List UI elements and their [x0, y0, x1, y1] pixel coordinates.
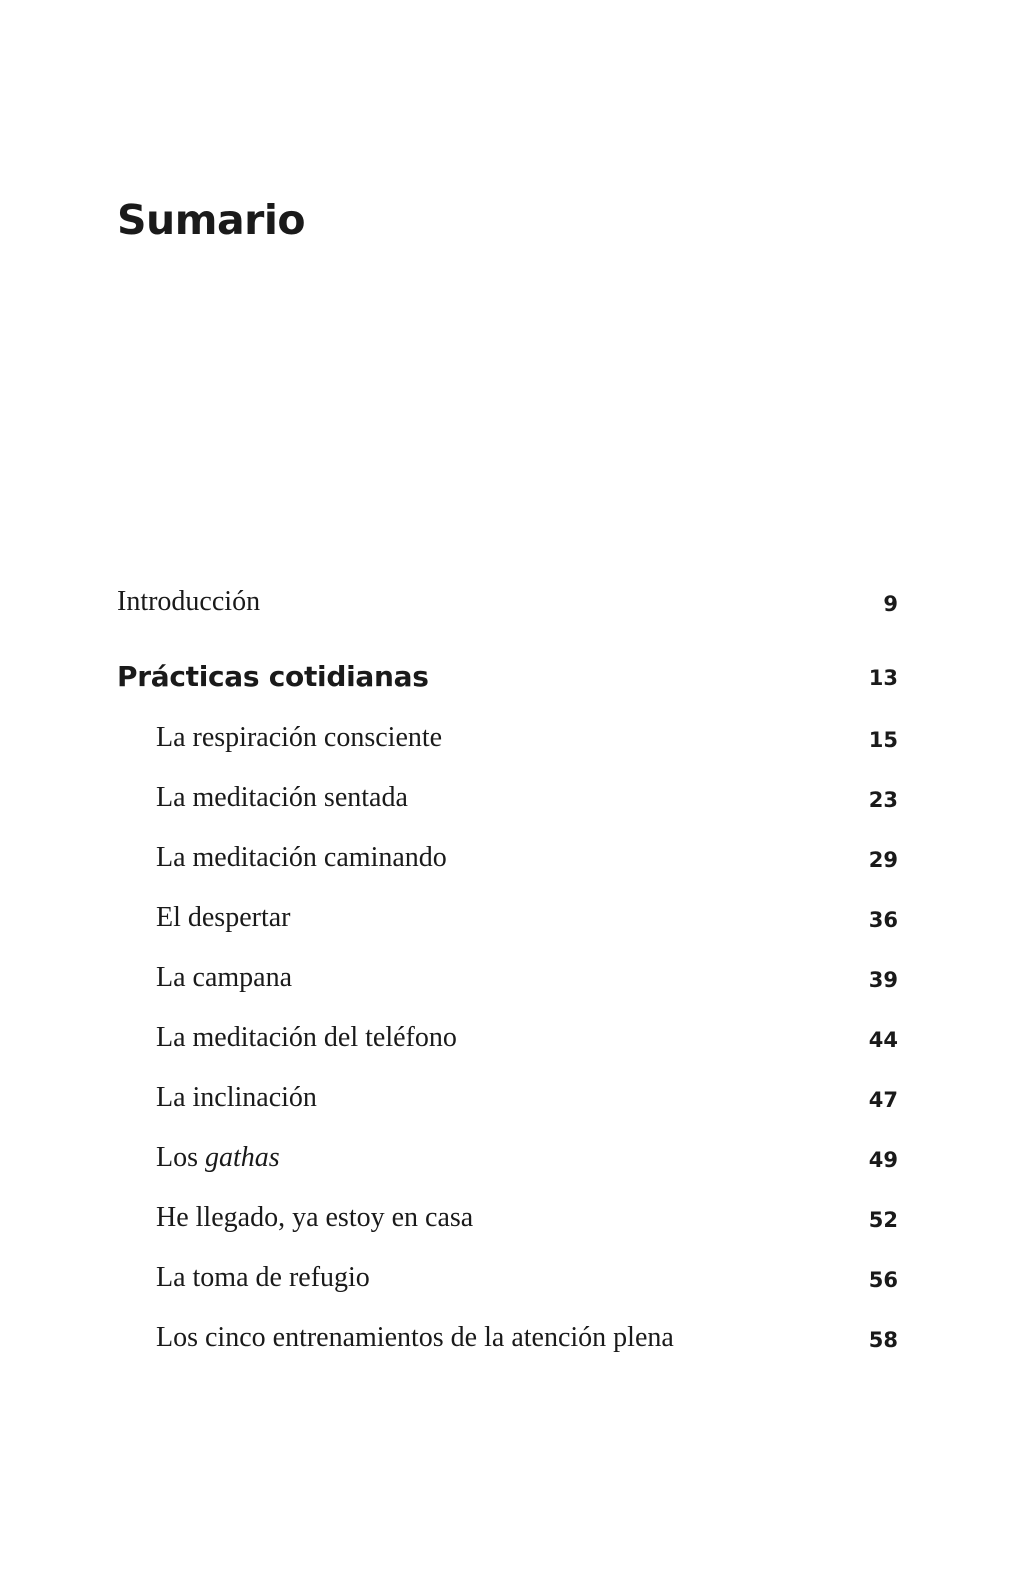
- toc-entry-label: La respiración consciente: [156, 722, 443, 753]
- toc-entry-page: 36: [868, 908, 898, 932]
- toc-entry-label: Introducción: [117, 586, 261, 617]
- toc-section-practicas-cotidianas: [117, 659, 898, 699]
- toc-entry: [117, 1081, 898, 1121]
- toc-entry: [117, 1321, 898, 1361]
- toc-entry-page: 52: [868, 1208, 898, 1232]
- page-title: Sumario: [117, 196, 306, 244]
- toc-entry-label: El despertar: [156, 902, 291, 933]
- toc-section-page: 13: [868, 666, 898, 690]
- toc-entry-introduccion: [117, 585, 898, 625]
- toc-entry-page: 49: [868, 1148, 898, 1172]
- toc-entry-label: La campana: [156, 962, 293, 993]
- toc-entry-page: 39: [868, 968, 898, 992]
- toc-entry: [117, 721, 898, 761]
- toc-entry: [117, 1021, 898, 1061]
- toc-entry-label: La toma de refugio: [156, 1262, 370, 1293]
- toc-entry-page: 23: [868, 788, 898, 812]
- toc-entry: [117, 1261, 898, 1301]
- toc-entry-label-italic: gathas: [205, 1142, 280, 1173]
- toc-entry: [117, 961, 898, 1001]
- toc-entry-page: 29: [868, 848, 898, 872]
- toc-entry-label: La inclinación: [156, 1082, 317, 1113]
- toc-entry-label: La meditación sentada: [156, 782, 408, 813]
- toc-entry-page: 58: [868, 1328, 898, 1352]
- toc-entry-label: Los cinco entrenamientos de la atención plena: [156, 1322, 674, 1353]
- toc-entry: [117, 841, 898, 881]
- toc-entry: [117, 1141, 898, 1181]
- toc-entry-label: La meditación del teléfono: [156, 1022, 457, 1053]
- toc-entry-page: 47: [868, 1088, 898, 1112]
- toc-entry: [117, 901, 898, 941]
- toc-entry-label: La meditación caminando: [156, 842, 447, 873]
- toc-entry-page: 9: [883, 592, 898, 616]
- toc-entry-page: 56: [868, 1268, 898, 1292]
- toc-entry-label-prefix: Los: [156, 1142, 198, 1173]
- toc-section-label: Prácticas cotidianas: [117, 660, 429, 693]
- toc-entry-label: He llegado, ya estoy en casa: [156, 1202, 474, 1233]
- toc-entry-page: 15: [868, 728, 898, 752]
- toc-entry-label: [156, 1141, 280, 1175]
- toc-entry: [117, 781, 898, 821]
- toc-entry-page: 44: [868, 1028, 898, 1052]
- toc-entry: [117, 1201, 898, 1241]
